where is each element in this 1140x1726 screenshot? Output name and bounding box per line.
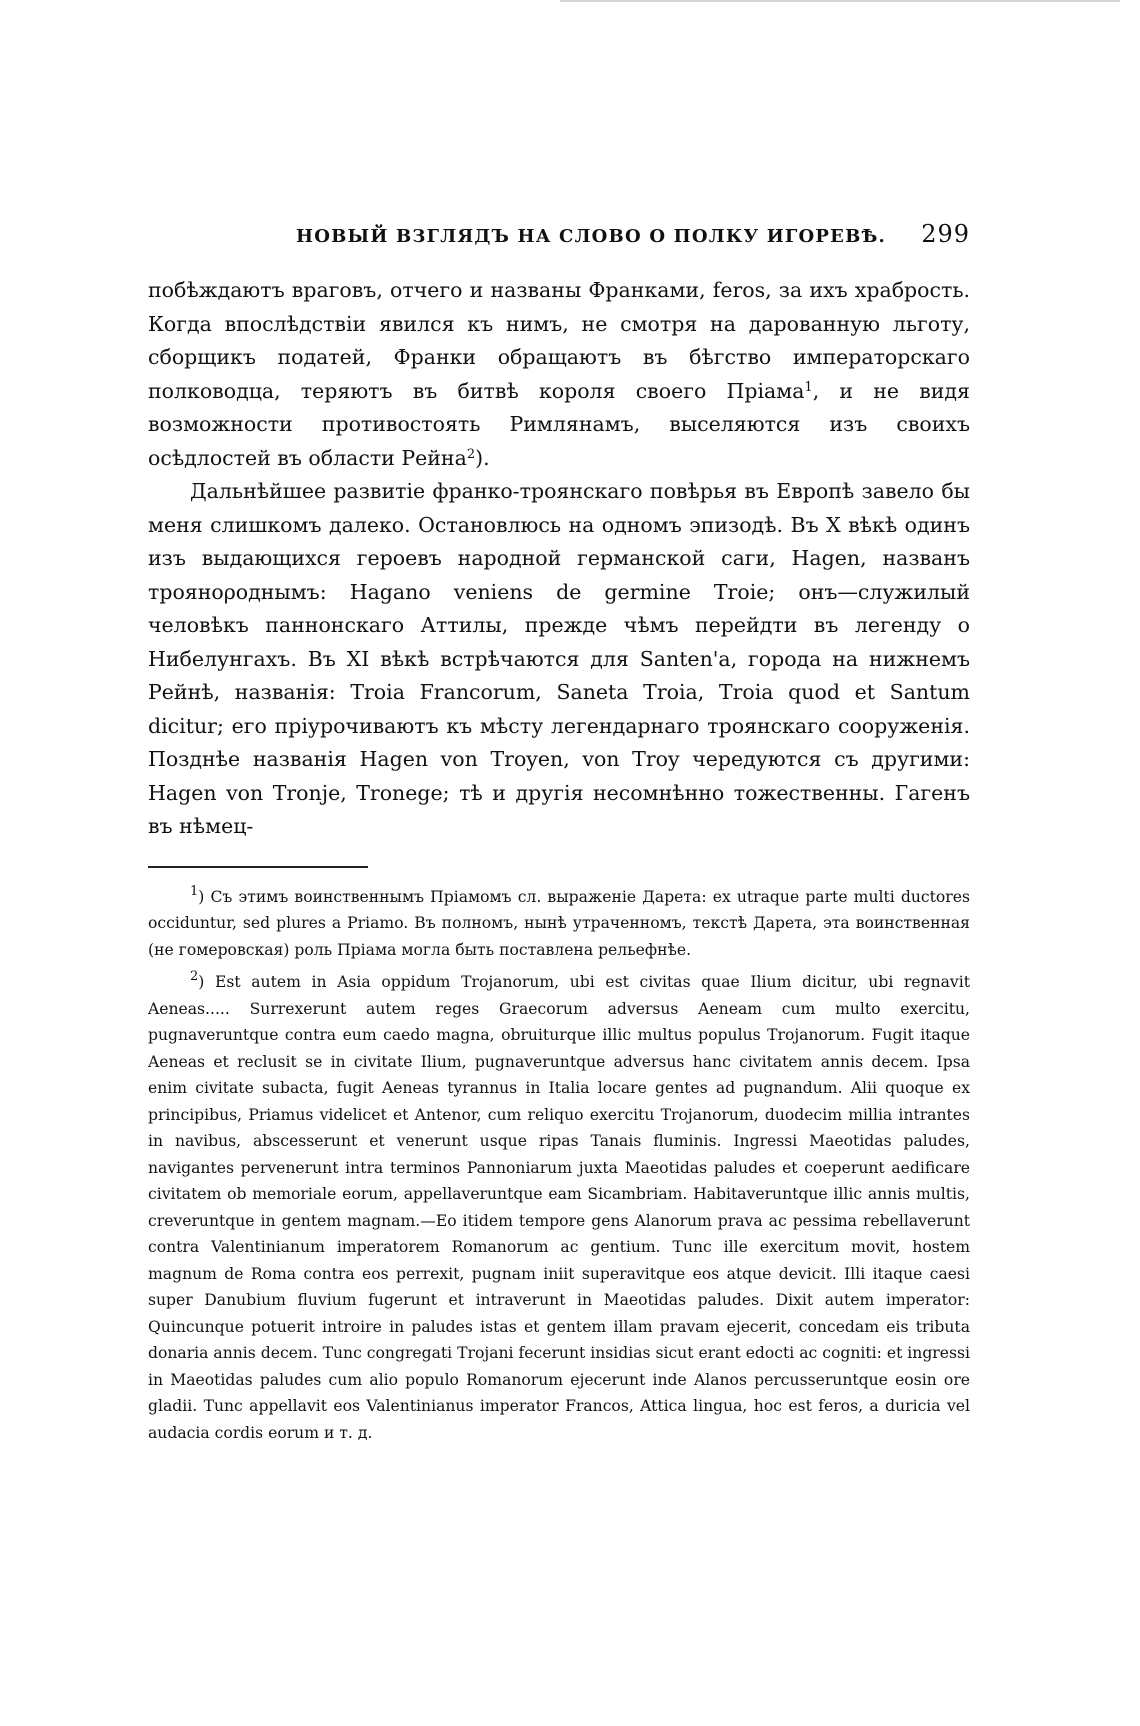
paragraph-1-text: побѣждаютъ враговъ, отчего и названы Франками, feros, за ихъ храбрость. Когда впослѣдствіи явился къ нимъ, не смотря на дарованную льготу, сборщикъ податей, Франки обращаютъ въ бѣгство императорскаго полководца, теряютъ въ битвѣ короля своего Пріама [148, 278, 970, 403]
footnote-2 [148, 969, 970, 1446]
paragraph-1 [148, 274, 970, 475]
footnote-1 [148, 884, 970, 964]
scan-edge-line [560, 0, 1120, 2]
paragraph-1-end: ). [475, 445, 490, 470]
running-head-title: НОВЫЙ ВЗГЛЯДЪ НА СЛОВО О ПОЛКУ ИГОРЕВѢ. [296, 226, 887, 247]
footnote-ref-2[interactable]: 2 [466, 446, 476, 462]
paragraph-1-continuation: , и не видя возможности противостоять Римлянамъ, выселяются изъ своихъ осѣдлостей въ области Рейна [148, 378, 970, 470]
book-page [148, 220, 970, 1452]
page-number: 299 [921, 220, 970, 248]
main-text [148, 274, 970, 844]
footnote-2-text: ) Est autem in Asia oppidum Trojanorum, ubi est civitas quae Ilium dicitur, ubi regnavit Aeneas..... Surrexerunt autem reges Graecorum adversus Aeneam cum multo exercitu, pugnaveruntque contra eum caedo magna, obruiturque illic multus populus Trojanorum. Fugit itaque Aeneas et reclusit se in civitate Ilium, pugnaveruntque adversus hanc civitatem annis decem. Ipsa enim civitate subacta, fugit Aeneas tyrannus in Italia locare gentes ad pugnandum. Alii quoque ex principibus, Priamus videlicet et Antenor, cum reliquo exercitu Trojanorum, duodecim millia intrantes in navibus, abscesserunt et venerunt usque ripas Tanais fluminis. Ingressi Maeotidas paludes, navigantes pervenerunt intra terminos Pannoniarum juxta Maeotidas paludes et coeperunt aedificare civitatem ob memoriale eorum, appellaveruntque eam Sicambriam. Habitaveruntque illic annis multis, creveruntque in gentem magnam.—Eo itidem tempore gens Alanorum prava ac pessima rebellaverunt contra Valentinianum imperatorem Romanorum ac gentium. Tunc ille exercitum movit, hostem magnum de Roma contra eos perrexit, pugnam iniit superavitque eos atque devicit. Illi itaque caesi super Danubium fluvium fugerunt et intraverunt in Maeotidas paludes. Dixit autem imperator: Quincunque potuerit introire in paludes istas et gentem illam pravam ejecerit, concedam eis tributa donaria annis decem. Tunc congregati Trojani fecerunt insidias sicut erant edocti ac cogniti: et ingressi in Maeotidas paludes cum alio populo Romanorum ejecerunt inde Alanos percusseruntque eosin ore gladii. Tunc appellavit eos Valentinianus imperator Francos, Attica lingua, hoc est feros, a duricia vel audacia cordis eorum и т. д. [148, 973, 970, 1442]
paragraph-2: Дальнѣйшее развитіе франко-троянскаго повѣрья въ Европѣ завело бы меня слишкомъ далеко. Остановлюсь на одномъ эпизодѣ. Въ X вѣкѣ одинъ изъ выдающихся героевъ народной германской саги, Hagen, названъ трояноροднымъ: Hagano veniens de germine Troie; онъ—служилый человѣкъ паннонскаго Аттилы, прежде чѣмъ перейдти въ легенду о Нибелунгахъ. Въ XI вѣкѣ встрѣчаются для Santen'a, города на нижнемъ Рейнѣ, названія: Troia Francorum, Saneta Troia, Troia quod et Santum dicitur; его пріурочиваютъ къ мѣсту легендарнаго троянскаго сооруженія. Позднѣе названія Hagen von Troyen, von Troy чередуются съ другими: Hagen von Tronje, Tronege; тѣ и другія несомнѣнно тожественны. Гагенъ въ нѣмец- [148, 479, 970, 838]
footnote-ref-1[interactable]: 1 [804, 379, 813, 395]
footnote-2-mark: 2 [190, 969, 199, 984]
running-head [148, 220, 970, 254]
footnote-1-mark: 1 [190, 883, 199, 899]
footnote-1-text: ) Съ этимъ воинственнымъ Пріамомъ сл. выраженіе Дарета: ex utraque parte multi ductores occiduntur, sed plures a Priamo. Въ полномъ, нынѣ утраченномъ, текстѣ Дарета, эта воинственная (не гомеровская) роль Пріама могла быть поставлена рельефнѣе. [148, 887, 970, 959]
footnotes [148, 884, 970, 1447]
footnote-divider [148, 866, 368, 868]
